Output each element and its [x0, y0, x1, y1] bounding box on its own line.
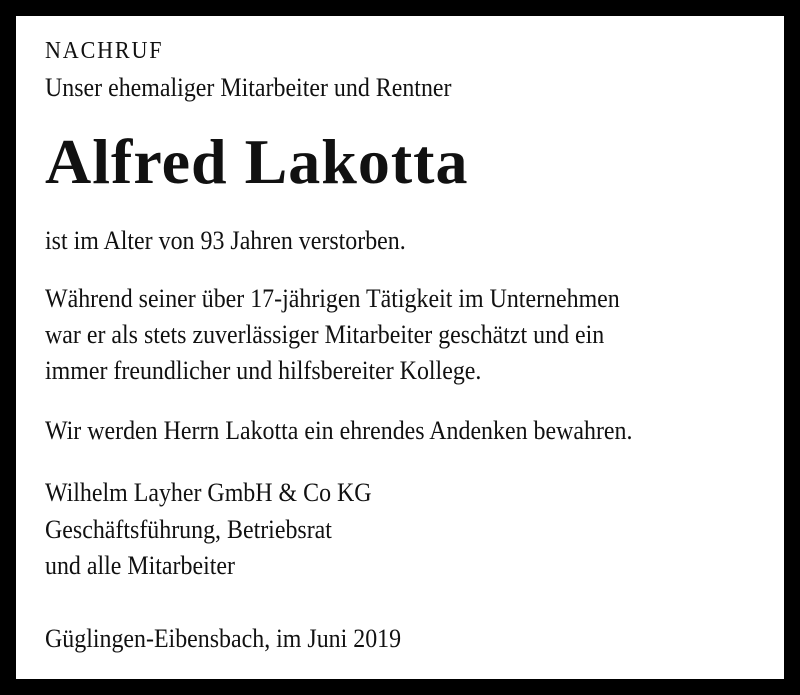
place-date: Güglingen-Eibensbach, im Juni 2019 — [45, 624, 402, 653]
tribute-line: Während seiner über 17-jährigen Tätigkeit im Unternehmen — [45, 284, 620, 313]
subtitle: Unser ehemaliger Mitarbeiter und Rentner — [45, 73, 452, 102]
kicker: NACHRUF — [45, 38, 164, 64]
deceased-name: Alfred Lakotta — [45, 126, 469, 197]
signatory-line: Wilhelm Layher GmbH & Co KG — [45, 478, 372, 507]
remembrance: Wir werden Herrn Lakotta ein ehrendes Andenken bewahren. — [45, 416, 633, 445]
signatory-line: Geschäftsführung, Betriebsrat — [45, 515, 332, 544]
tribute-line: immer freundlicher und hilfsbereiter Kollege. — [45, 356, 482, 385]
signatory-line: und alle Mitarbeiter — [45, 551, 235, 580]
tribute-line: war er als stets zuverlässiger Mitarbeiter geschätzt und ein — [45, 320, 605, 349]
notice-content — [16, 16, 784, 679]
age-line: ist im Alter von 93 Jahren verstorben. — [45, 226, 406, 255]
